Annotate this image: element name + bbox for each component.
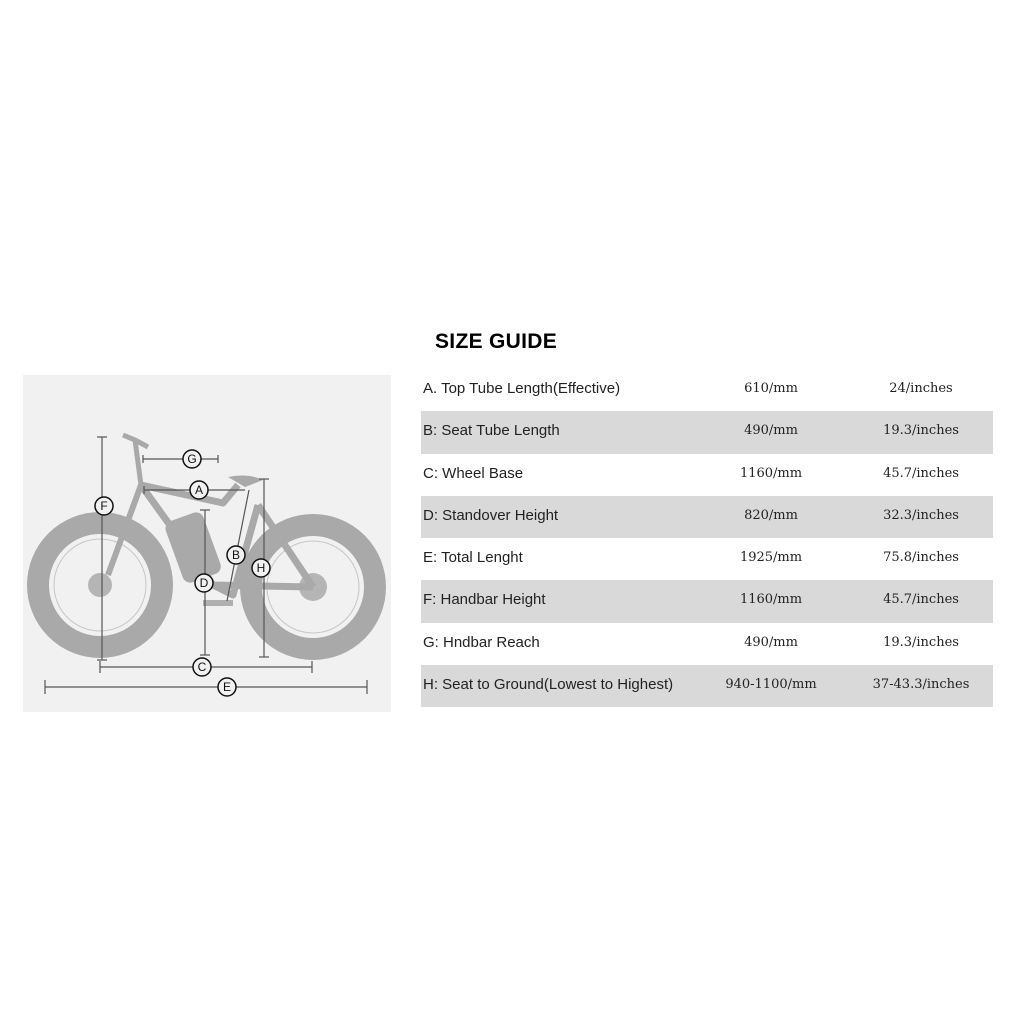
row-label: C: Wheel Base	[423, 464, 524, 482]
page-title: SIZE GUIDE	[435, 330, 558, 353]
row-mm: 490/mm	[744, 423, 798, 439]
row-mm: 1160/mm	[739, 592, 803, 608]
row-mm: 1925/mm	[739, 550, 803, 566]
svg-text:F: F	[100, 499, 108, 513]
bike-illustration-icon	[23, 375, 391, 712]
label-f-icon	[95, 497, 113, 515]
label-h-icon	[252, 559, 270, 577]
label-g-icon	[183, 450, 201, 468]
label-c-icon	[193, 658, 211, 676]
table-row	[421, 496, 993, 538]
svg-text:A: A	[194, 483, 204, 497]
row-mm: 1160/mm	[739, 465, 803, 481]
row-inches: 75.8/inches	[883, 550, 959, 566]
row-inches: 45.7/inches	[883, 592, 959, 608]
row-inches: 19.3/inches	[883, 423, 959, 439]
row-mm: 820/mm	[744, 507, 798, 523]
row-label: H: Seat to Ground(Lowest to Highest)	[423, 676, 674, 694]
row-inches: 19.3/inches	[883, 634, 959, 650]
svg-text:D: D	[199, 576, 209, 590]
row-label: E: Total Lenght	[423, 549, 523, 567]
label-a-icon	[190, 481, 208, 499]
table-row	[421, 538, 993, 580]
svg-text:H: H	[256, 561, 266, 575]
row-inches: 37-43.3/inches	[872, 677, 970, 693]
svg-text:B: B	[231, 548, 241, 562]
table-row	[421, 580, 993, 622]
row-inches: 45.7/inches	[883, 465, 959, 481]
svg-text:E: E	[222, 680, 232, 694]
size-table	[421, 369, 993, 707]
row-mm: 490/mm	[744, 634, 798, 650]
table-row	[421, 665, 993, 707]
row-label: F: Handbar Height	[423, 591, 546, 609]
row-label: D: Standover Height	[423, 506, 559, 524]
row-inches: 24/inches	[889, 381, 953, 396]
row-label: G: Hndbar Reach	[423, 633, 540, 651]
table-row	[421, 369, 993, 411]
label-b-icon	[227, 546, 245, 564]
label-e-icon	[218, 678, 236, 696]
row-mm: 940-1100/mm	[725, 677, 817, 693]
label-d-icon	[195, 574, 213, 592]
bike-diagram	[23, 375, 391, 712]
row-mm: 610/mm	[744, 381, 798, 396]
table-row	[421, 623, 993, 665]
row-label: B: Seat Tube Length	[423, 422, 560, 440]
table-row	[421, 454, 993, 496]
table-row	[421, 411, 993, 453]
svg-text:C: C	[197, 660, 207, 674]
svg-text:G: G	[187, 452, 197, 466]
row-inches: 32.3/inches	[883, 507, 959, 523]
row-label: A. Top Tube Length(Effective)	[423, 380, 621, 397]
